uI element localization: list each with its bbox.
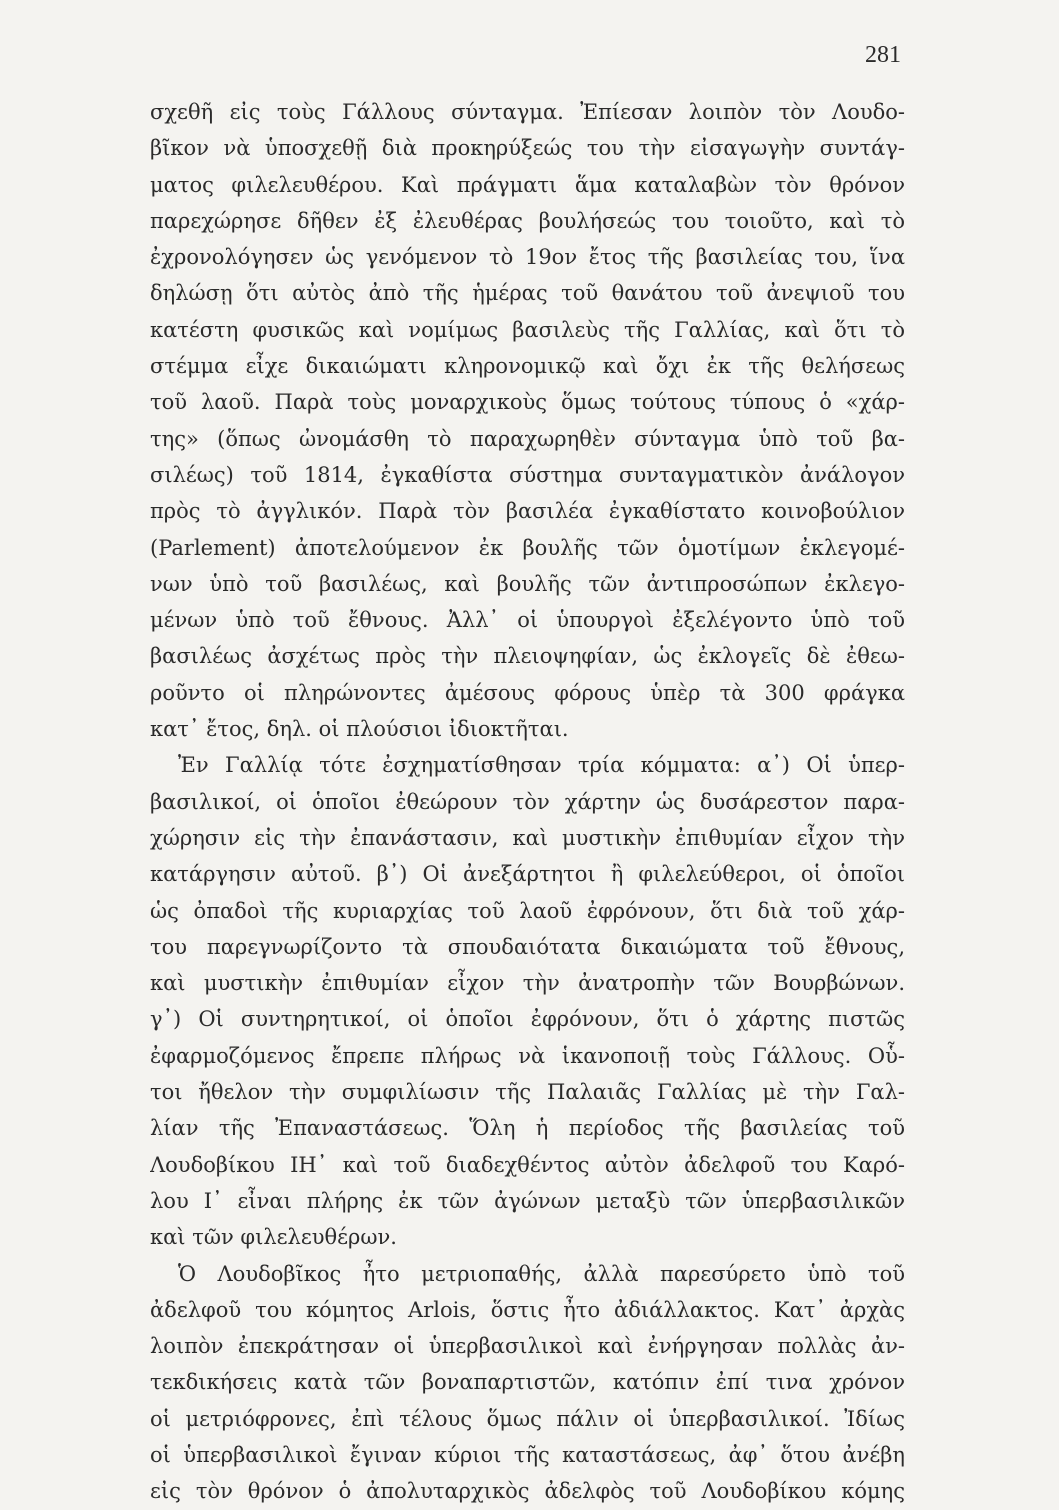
text-line-content: βασιλέως ἀσχέτως πρὸς τὴν πλειοψηφίαν, ὡς ἐκλογεῖς δὲ ἐθεω- bbox=[150, 644, 905, 669]
text-line bbox=[150, 312, 905, 348]
text-line bbox=[150, 1219, 905, 1255]
text-line bbox=[150, 348, 905, 384]
text-line-content: σχεθῆ εἰς τοὺς Γάλλους σύνταγμα. Ἐπίεσαν λοιπὸν τὸν Λουδο- bbox=[150, 100, 905, 124]
text-line-content: βασιλικοί, οἱ ὁποῖοι ἐθεώρουν τὸν χάρτην ὡς δυσάρεστον παρα- bbox=[150, 789, 905, 814]
text-line bbox=[150, 638, 905, 674]
text-line-content: βῖκον νὰ ὑποσχεθῇ διὰ προκηρύξεώς του τὴν εἰσαγωγὴν συντάγ- bbox=[150, 136, 905, 161]
text-line bbox=[150, 457, 905, 493]
text-line bbox=[150, 239, 905, 275]
text-line-content: μένων ὑπὸ τοῦ ἔθνους. Ἀλλ᾿ οἱ ὑπουργοὶ ἐξελέγοντο ὑπὸ τοῦ bbox=[150, 608, 905, 633]
text-line bbox=[150, 711, 905, 747]
text-line bbox=[150, 1256, 905, 1292]
text-line bbox=[150, 1473, 905, 1509]
text-line bbox=[150, 820, 905, 856]
text-line bbox=[150, 94, 905, 130]
text-line-content: σιλέως) τοῦ 1814, ἐγκαθίστα σύστημα συνταγματικὸν ἀνάλογον bbox=[150, 462, 905, 487]
text-line-content: ὡς ὀπαδοὶ τῆς κυριαρχίας τοῦ λαοῦ ἐφρόνουν, ὅτι διὰ τοῦ χάρ- bbox=[150, 898, 905, 923]
text-line-content: της» (ὅπως ὠνομάσθη τὸ παραχωρηθὲν σύνταγμα ὑπὸ τοῦ βα- bbox=[150, 426, 905, 451]
text-line-content: Λουδοβίκου ΙΗ᾿ καὶ τοῦ διαδεχθέντος αὐτὸν ἀδελφοῦ του Καρό- bbox=[150, 1152, 905, 1177]
text-line-content: λίαν τῆς Ἐπαναστάσεως. Ὅλη ἡ περίοδος τῆς βασιλείας τοῦ bbox=[150, 1116, 905, 1141]
text-line-content: ματος φιλελευθέρου. Καὶ πράγματι ἅμα καταλαβὼν τὸν θρόνον bbox=[150, 172, 905, 197]
text-line bbox=[150, 965, 905, 1001]
text-line-content: νων ὑπὸ τοῦ βασιλέως, καὶ βουλῆς τῶν ἀντιπροσώπων ἐκλεγο- bbox=[150, 571, 905, 596]
text-line bbox=[150, 929, 905, 965]
text-line bbox=[150, 893, 905, 929]
text-line-content: οἱ μετριόφρονες, ἐπὶ τέλους ὅμως πάλιν οἱ ὑπερβασιλικοί. Ἰδίως bbox=[150, 1406, 905, 1431]
text-line bbox=[150, 1038, 905, 1074]
text-line-content: στέμμα εἶχε δικαιώματι κληρονομικῷ καὶ ὄχι ἐκ τῆς θελήσεως bbox=[150, 354, 905, 379]
text-line bbox=[150, 130, 905, 166]
text-line bbox=[150, 1147, 905, 1183]
page-number: 281 bbox=[865, 42, 901, 68]
text-line bbox=[150, 1401, 905, 1437]
text-line bbox=[150, 856, 905, 892]
text-line-content: λοιπὸν ἐπεκράτησαν οἱ ὑπερβασιλικοὶ καὶ ἐνήργησαν πολλὰς ἀν- bbox=[150, 1334, 905, 1359]
text-line-content: τεκδικήσεις κατὰ τῶν βοναπαρτιστῶν, κατόπιν ἐπί τινα χρόνον bbox=[150, 1370, 905, 1395]
text-line-content: Ἐν Γαλλίᾳ τότε ἐσχηματίσθησαν τρία κόμματα: α᾿) Οἱ ὑπερ- bbox=[178, 753, 905, 778]
text-line bbox=[150, 1110, 905, 1146]
text-line bbox=[150, 275, 905, 311]
text-line-content: τοῦ λαοῦ. Παρὰ τοὺς μοναρχικοὺς ὅμως τούτους τύπους ὁ «χάρ- bbox=[150, 390, 905, 415]
text-line-content: λου Ι᾿ εἶναι πλήρης ἐκ τῶν ἀγώνων μεταξὺ τῶν ὑπερβασιλικῶν bbox=[150, 1188, 905, 1213]
text-line-content: ἐφαρμοζόμενος ἔπρεπε πλήρως νὰ ἱκανοποιῇ τοὺς Γάλλους. Οὗ- bbox=[150, 1043, 905, 1068]
body-text bbox=[150, 94, 905, 1510]
text-line-content: χώρησιν εἰς τὴν ἐπανάστασιν, καὶ μυστικὴν ἐπιθυμίαν εἶχον τὴν bbox=[150, 825, 905, 850]
text-line bbox=[150, 493, 905, 529]
text-line-content: Ὁ Λουδοβῖκος ἦτο μετριοπαθής, ἀλλὰ παρεσύρετο ὑπὸ τοῦ bbox=[178, 1261, 905, 1286]
text-line bbox=[150, 1364, 905, 1400]
text-line-content: εἰς τὸν θρόνον ὁ ἀπολυταρχικὸς ἀδελφὸς τοῦ Λουδοβίκου κόμης bbox=[150, 1479, 905, 1504]
text-line-content: ἀδελφοῦ του κόμητος Arlois, ὅστις ἦτο ἀδιάλλακτος. Κατ᾿ ἀρχὰς bbox=[150, 1297, 905, 1322]
text-line-content: του παρεγνωρίζοντο τὰ σπουδαιότατα δικαιώματα τοῦ ἔθνους, bbox=[150, 934, 905, 959]
text-line-content: καὶ τῶν φιλελευθέρων. bbox=[150, 1225, 397, 1250]
text-line-content: γ᾿) Οἱ συντηρητικοί, οἱ ὁποῖοι ἐφρόνουν, ὅτι ὁ χάρτης πιστῶς bbox=[150, 1007, 905, 1032]
text-line bbox=[150, 1074, 905, 1110]
text-line bbox=[150, 384, 905, 420]
text-line bbox=[150, 1183, 905, 1219]
text-line-content: τοι ἤθελον τὴν συμφιλίωσιν τῆς Παλαιᾶς Γαλλίας μὲ τὴν Γαλ- bbox=[150, 1080, 905, 1105]
text-line-content: κατάργησιν αὐτοῦ. β᾿) Οἱ ἀνεξάρτητοι ἢ φιλελεύθεροι, οἱ ὁποῖοι bbox=[150, 862, 905, 887]
text-line bbox=[150, 602, 905, 638]
text-line-content: κατ᾿ ἔτος, δηλ. οἱ πλούσιοι ἰδιοκτῆται. bbox=[150, 717, 569, 742]
text-line bbox=[150, 530, 905, 566]
text-line-content: δηλώσῃ ὅτι αὐτὸς ἀπὸ τῆς ἡμέρας τοῦ θανάτου τοῦ ἀνεψιοῦ του bbox=[150, 281, 905, 306]
text-line bbox=[150, 1437, 905, 1473]
text-line bbox=[150, 421, 905, 457]
text-line-content: οἱ ὑπερβασιλικοὶ ἔγιναν κύριοι τῆς καταστάσεως, ἀφ᾿ ὅτου ἀνέβη bbox=[150, 1442, 905, 1467]
text-line-content: κατέστη φυσικῶς καὶ νομίμως βασιλεὺς τῆς Γαλλίας, καὶ ὅτι τὸ bbox=[150, 317, 905, 342]
text-line-content: ροῦντο οἱ πληρώνοντες ἀμέσους φόρους ὑπὲρ τὰ 300 φράγκα bbox=[150, 680, 905, 705]
text-line-content: καὶ μυστικὴν ἐπιθυμίαν εἶχον τὴν ἀνατροπὴν τῶν Βουρβώνων. bbox=[150, 971, 905, 996]
text-line bbox=[150, 566, 905, 602]
text-line bbox=[150, 784, 905, 820]
text-line bbox=[150, 1001, 905, 1037]
text-line bbox=[150, 203, 905, 239]
text-line-content: παρεχώρησε δῆθεν ἐξ ἐλευθέρας βουλήσεώς του τοιοῦτο, καὶ τὸ bbox=[150, 208, 905, 233]
text-line bbox=[150, 1292, 905, 1328]
text-line bbox=[150, 675, 905, 711]
text-line bbox=[150, 747, 905, 783]
text-line-content: πρὸς τὸ ἀγγλικόν. Παρὰ τὸν βασιλέα ἐγκαθίστατο κοινοβούλιον bbox=[150, 499, 905, 524]
text-line-content: ἐχρονολόγησεν ὡς γενόμενον τὸ 19ον ἔτος τῆς βασιλείας του, ἵνα bbox=[150, 245, 905, 270]
text-line bbox=[150, 1328, 905, 1364]
text-line-content: (Parlement) ἀποτελούμενον ἐκ βουλῆς τῶν ὁμοτίμων ἐκλεγομέ- bbox=[150, 535, 905, 560]
text-line bbox=[150, 167, 905, 203]
